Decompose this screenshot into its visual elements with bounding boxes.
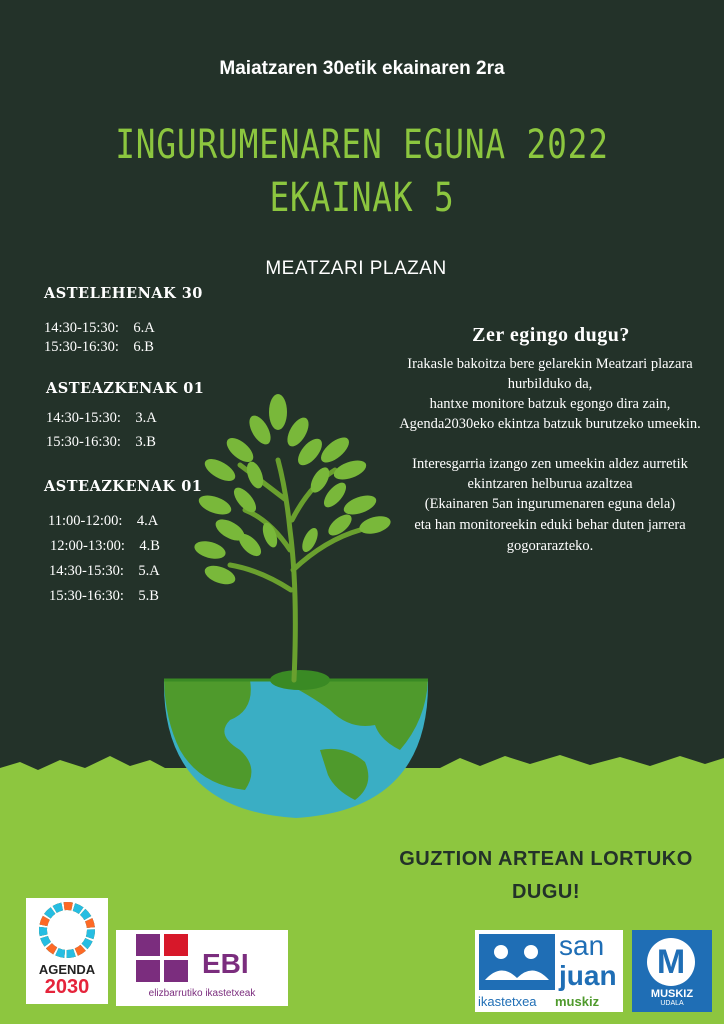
time-slot: 15:30-16:30: 6.B	[44, 339, 154, 355]
agenda-2030-logo	[26, 898, 108, 1004]
time-slot: 14:30-15:30: 6.A	[44, 320, 155, 336]
time-slot: 15:30-16:30: 5.B	[49, 588, 159, 604]
slogan: DUGU!	[511, 881, 581, 903]
reading-children-icon	[479, 934, 555, 990]
info-line: ekintzaren helburua azaltzea	[467, 476, 633, 492]
juan-label: juan	[559, 960, 617, 991]
event-title: INGURUMENAREN EGUNA 2022	[115, 122, 609, 168]
time-slot: 14:30-15:30: 3.A	[46, 410, 157, 426]
ebi-squares-icon	[136, 934, 196, 984]
ikastetxea-label: ikastetxea	[478, 994, 537, 1009]
ebi-subtitle: elizbarrutiko ikastetxeak	[148, 988, 256, 999]
san-label: san	[559, 930, 605, 961]
day-heading: ASTEAZKENAK 01	[46, 380, 205, 397]
info-line: Agenda2030eko ekintza batzuk burutzeko umeekin.	[399, 416, 701, 432]
ebi-name: EBI	[202, 948, 249, 979]
san-juan-logo	[475, 930, 623, 1012]
info-line: gogorarazteko.	[506, 538, 594, 554]
agenda-year: 2030	[44, 976, 90, 998]
event-date: EKAINAK 5	[269, 175, 455, 221]
day-heading: ASTELEHENAK 30	[44, 285, 203, 302]
time-slot: 12:00-13:00: 4.B	[50, 538, 160, 554]
slogan: GUZTION ARTEAN LORTUKO	[399, 848, 693, 870]
time-slot: 11:00-12:00: 4.A	[48, 513, 159, 529]
day-heading: ASTEAZKENAK 01	[44, 478, 203, 495]
info-line: Irakasle bakoitza bere gelarekin Meatzari plazara	[407, 356, 693, 372]
ebi-logo	[116, 930, 288, 1006]
info-line: Interesgarria izango zen umeekin aldez aurretik	[412, 456, 688, 472]
date-range: Maiatzaren 30etik ekainaren 2ra	[219, 58, 505, 79]
info-title: Zer egingo dugu?	[472, 324, 630, 346]
info-line: (Ekainaren 5an ingurumenaren eguna dela)	[424, 496, 676, 512]
muskiz-label: muskiz	[555, 994, 600, 1009]
location: MEATZARI PLAZAN	[265, 258, 447, 279]
info-line: hurbilduko da,	[507, 376, 593, 392]
time-slot: 14:30-15:30: 5.A	[49, 563, 160, 579]
sdg-wheel-icon	[26, 898, 108, 958]
agenda-label: AGENDA	[38, 962, 96, 977]
info-line: hantxe monitore batzuk egongo dira zain,	[429, 396, 671, 412]
muskiz-name: MUSKIZ	[650, 988, 694, 1000]
info-line: eta han monitoreekin eduki behar duten jarrera	[414, 517, 686, 533]
muskiz-udala-logo	[632, 930, 712, 1012]
muskiz-sub: UDALA	[660, 1000, 684, 1007]
time-slot: 15:30-16:30: 3.B	[46, 434, 156, 450]
muskiz-emblem-icon: M	[647, 938, 695, 986]
